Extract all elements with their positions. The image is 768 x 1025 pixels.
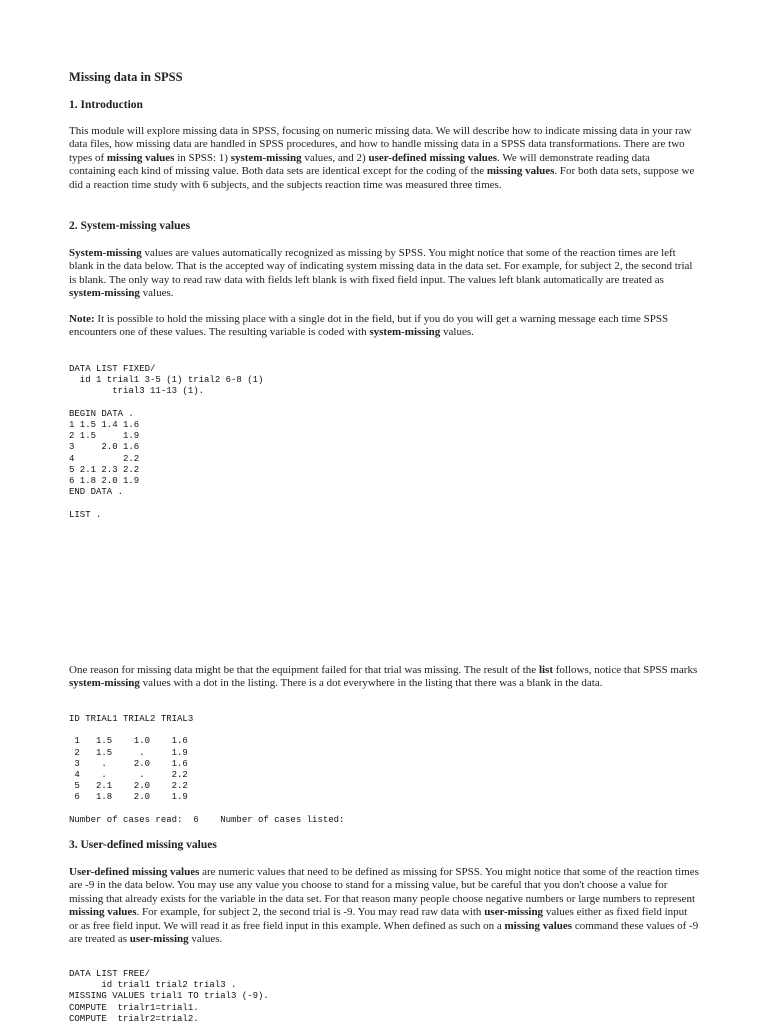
- document-title: Missing data in SPSS: [69, 70, 183, 84]
- list-output: ID TRIAL1 TRIAL2 TRIAL3 1 1.5 1.0 1.6 2 1.5 . 1.9 3 . 2.0 1.6 4 . . 2.2 5 2.1 2.0 2.2 6 1.8 2.0 1.9 Number of cases read: 6 Number of cases listed:: [69, 714, 345, 825]
- section-heading-introduction: 1. Introduction: [69, 99, 143, 111]
- spss-code-free: DATA LIST FREE/ id trial1 trial2 trial3 . MISSING VALUES trial1 TO trial3 (-9). COMPUTE trialr1=trial1. COMPUTE trialr2=trial2.: [69, 969, 269, 1024]
- user-defined-paragraph: User-defined missing values are numeric values that need to be defined as missing for SPSS. You might notice that some of the reaction times are -9 in the data below. You may use any value you choose to stand for a missing value, but be careful that you don't choose a value for missing that already exists for the variable in the data set. For that reason many people choose negative numbers or large numbers to represent missing values. For example, for subject 2, the second trial is -9. You may read raw data with user-missing values either as fixed field input or as free field input. We will read it as free field input in this example. When defined as such on a missing values command these values of -9 are treated as user-missing values.: [69, 866, 699, 946]
- list-result-paragraph: One reason for missing data might be that the equipment failed for that trial was missing. The result of the list follows, notice that SPSS marks system-missing values with a dot in the listing. There is a dot everywhere in the listing that there was a blank in the data.: [69, 664, 698, 690]
- section-heading-user-defined: 3. User-defined missing values: [69, 839, 217, 851]
- system-missing-paragraph: System-missing values are values automatically recognized as missing by SPSS. You might notice that some of the reaction times are left blank in the data below. That is the accepted way of indicating system missing data in the data set. For example, for subject 2, the second trial is blank. The only way to read raw data with fields left blank is with fixed field input. The values left blank automatically are treated as system-missing values.: [69, 247, 693, 300]
- spss-code-fixed: DATA LIST FIXED/ id 1 trial1 3-5 (1) trial2 6-8 (1) trial3 11-13 (1). BEGIN DATA . 1 1.5 1.4 1.6 2 1.5 1.9 3 2.0 1.6 4 2.2 5 2.1 2.3 2.2 6 1.8 2.0 1.9 END DATA . LIST .: [69, 364, 264, 520]
- note-paragraph: Note: It is possible to hold the missing place with a single dot in the field, but if you do you will get a warning message each time SPSS encounters one of these values. The resulting variable is coded with system-missing values.: [69, 313, 669, 339]
- section-heading-system-missing: 2. System-missing values: [69, 220, 191, 232]
- intro-paragraph: This module will explore missing data in SPSS, focusing on numeric missing data. We will describe how to indicate missing data in your raw data files, how missing data are handled in SPSS procedures, and how to handle missing data in a SPSS data transformations. There are two types of missing values in SPSS: 1) system-missing values, and 2) user-defined missing values. We will demonstrate reading data containing each kind of missing value. Both data sets are identical except for the coding of the missing values. For both data sets, suppose we did a reaction time study with 6 subjects, and the subjects reaction time was measured three times.: [69, 125, 695, 191]
